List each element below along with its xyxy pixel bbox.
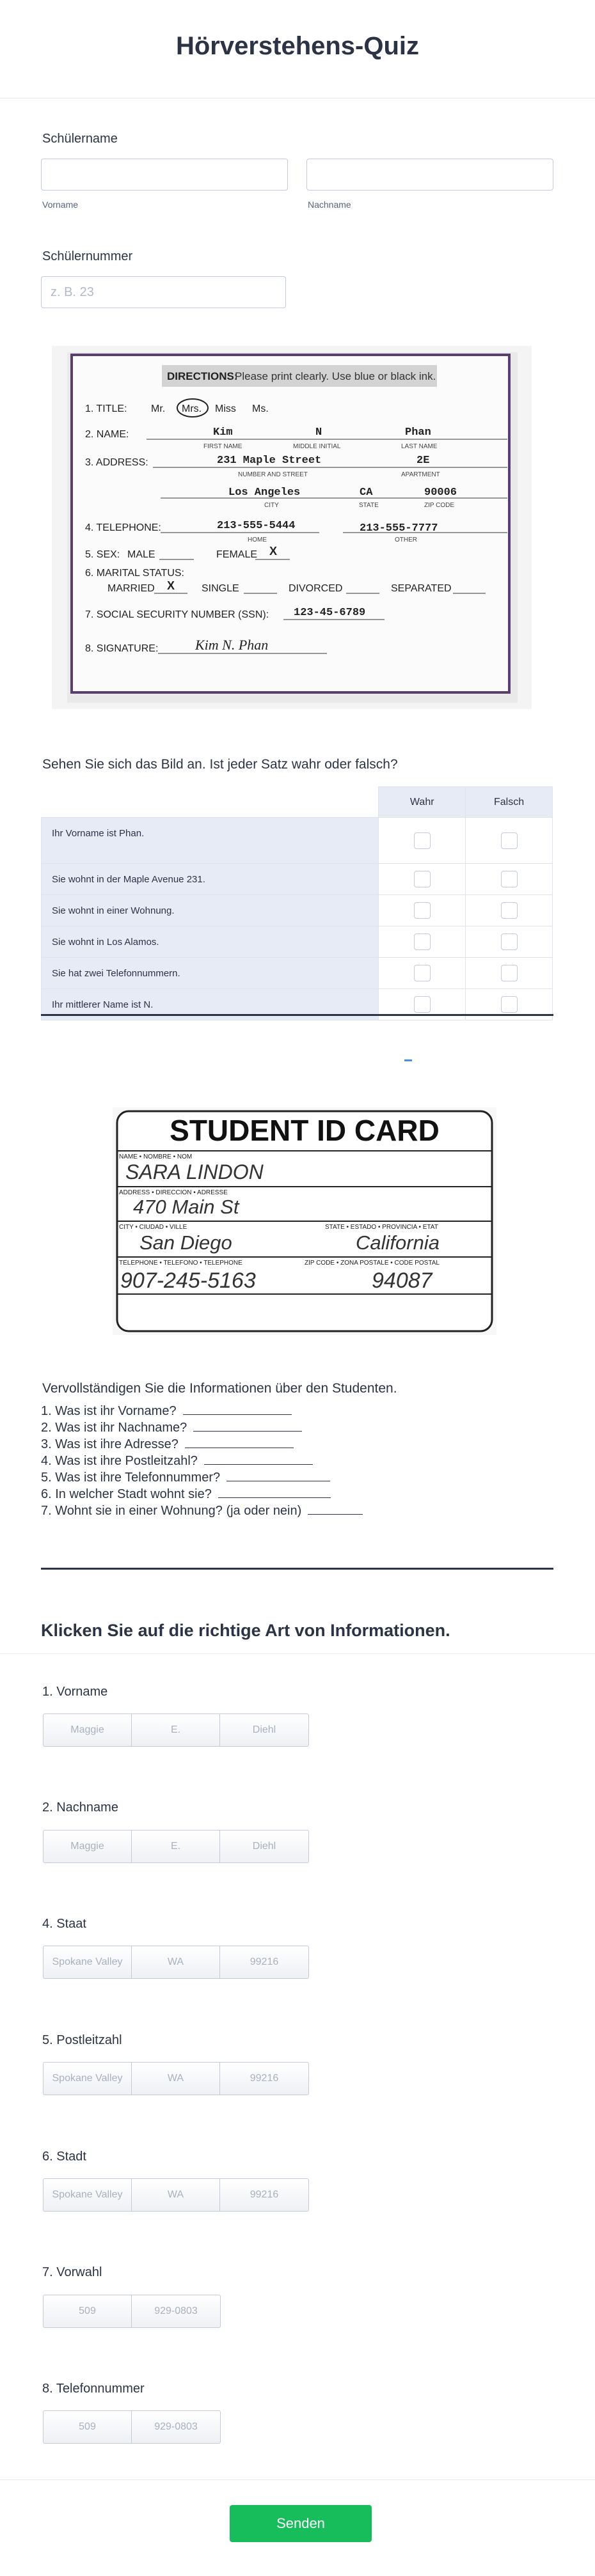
svg-text:213-555-7777: 213-555-7777	[360, 522, 438, 535]
svg-text:ZIP CODE • ZONA POSTALE • CODE: ZIP CODE • ZONA POSTALE • CODE POSTAL	[305, 1260, 440, 1267]
svg-text:Miss: Miss	[215, 403, 236, 414]
form-title: Hörverstehens-Quiz	[175, 32, 420, 60]
question-label: 5. Postleitzahl	[42, 2033, 122, 2047]
svg-text:FEMALE: FEMALE	[216, 549, 258, 560]
svg-text:MARRIED: MARRIED	[107, 583, 155, 594]
option-button[interactable]: Diehl	[252, 1841, 276, 1852]
svg-text:8. SIGNATURE:: 8. SIGNATURE:	[85, 643, 159, 654]
svg-text:3. ADDRESS:: 3. ADDRESS:	[85, 457, 148, 468]
svg-text:DIVORCED: DIVORCED	[289, 583, 343, 594]
svg-text:STATE • ESTADO • PROVINCIA • E: STATE • ESTADO • PROVINCIA • ETAT	[325, 1224, 438, 1231]
svg-text:Mrs.: Mrs.	[182, 403, 202, 414]
option-button[interactable]: E.	[132, 1714, 220, 1746]
svg-text:Phan: Phan	[405, 426, 431, 439]
option-group-zip	[43, 2062, 309, 2095]
first-name-sublabel: Vorname	[42, 199, 79, 210]
decorative-mark	[404, 1059, 412, 1061]
row2-false-checkbox[interactable]	[501, 871, 518, 887]
svg-text:OTHER: OTHER	[395, 536, 417, 543]
svg-text:7. SOCIAL SECURITY NUMBER (SS: 7. SOCIAL SECURITY NUMBER (SSN):	[85, 609, 269, 620]
option-button[interactable]: WA	[132, 2179, 220, 2211]
option-button[interactable]: 99216	[250, 2073, 279, 2084]
section-divider-light	[0, 1653, 595, 1654]
row1-true-checkbox[interactable]	[414, 832, 431, 849]
section-divider	[41, 1014, 553, 1016]
registration-card-image	[52, 346, 532, 709]
option-button[interactable]: 929-0803	[154, 2306, 198, 2316]
svg-text:Ms.: Ms.	[252, 403, 269, 414]
option-button[interactable]: E.	[132, 1831, 220, 1862]
option-button[interactable]: 509	[44, 2295, 132, 2327]
option-button[interactable]: WA	[132, 1946, 220, 1978]
list-item: 5. Was ist ihre Telefonnummer?	[41, 1469, 363, 1486]
svg-text:470 Main St: 470 Main St	[133, 1196, 239, 1218]
option-button[interactable]: Maggie	[44, 1714, 132, 1746]
svg-text:Los Angeles: Los Angeles	[228, 487, 301, 499]
svg-text:LAST NAME: LAST NAME	[401, 443, 438, 450]
completion-intro: Vervollständigen Sie die Informationen über den Studenten.	[42, 1381, 397, 1396]
svg-text:California: California	[356, 1231, 440, 1254]
row3-false-checkbox[interactable]	[501, 902, 518, 919]
option-group-first-name	[43, 1713, 309, 1747]
svg-text:N: N	[315, 426, 322, 439]
matrix-row-label: Ihr mittlerer Name ist N.	[42, 989, 379, 1020]
svg-text:STATE: STATE	[359, 502, 379, 509]
matrix-row-label: Sie wohnt in Los Alamos.	[42, 926, 379, 958]
question-label: 7. Vorwahl	[42, 2265, 102, 2279]
row1-false-checkbox[interactable]	[501, 832, 518, 849]
option-button[interactable]: 929-0803	[154, 2421, 198, 2432]
matrix-row	[42, 958, 553, 989]
svg-text:TELEPHONE • TELEFONO • TELEPHO: TELEPHONE • TELEFONO • TELEPHONE	[119, 1260, 242, 1267]
student-name-label: Schülername	[42, 132, 118, 146]
svg-text:231 Maple Street: 231 Maple Street	[217, 455, 322, 467]
matrix-row	[42, 895, 553, 926]
row5-true-checkbox[interactable]	[414, 965, 431, 981]
id-card-header: STUDENT ID CARD	[170, 1114, 440, 1147]
column-header-false: Falsch	[466, 787, 553, 818]
svg-text:APARTMENT: APARTMENT	[401, 471, 440, 478]
matrix-row-label: Sie wohnt in einer Wohnung.	[42, 895, 379, 926]
option-group-city	[43, 2178, 309, 2212]
svg-text:San Diego: San Diego	[139, 1231, 232, 1254]
svg-text:2E: 2E	[416, 455, 430, 467]
row3-true-checkbox[interactable]	[414, 902, 431, 919]
svg-text:SARA LINDON: SARA LINDON	[125, 1160, 264, 1183]
option-button[interactable]: Maggie	[44, 1831, 132, 1862]
svg-text:ADDRESS • DIRECCION • ADRESSE: ADDRESS • DIRECCION • ADRESSE	[119, 1189, 228, 1196]
question-label: 1. Vorname	[42, 1685, 108, 1699]
matrix-row	[42, 864, 553, 895]
option-button[interactable]: WA	[132, 2063, 220, 2095]
row4-true-checkbox[interactable]	[414, 933, 431, 950]
question-label: 2. Nachname	[42, 1800, 118, 1815]
svg-text:94087: 94087	[372, 1268, 432, 1293]
list-item: 7. Wohnt sie in einer Wohnung? (ja oder nein)	[41, 1503, 363, 1519]
option-button[interactable]: Spokane Valley	[44, 2179, 132, 2211]
student-id-card-image	[113, 1107, 496, 1335]
svg-text:Kim N. Phan: Kim N. Phan	[195, 637, 269, 653]
option-group-last-name	[43, 1830, 309, 1863]
card-directions-bold: DIRECTIONS:	[167, 370, 238, 382]
first-name-input[interactable]	[41, 159, 288, 191]
true-false-matrix	[41, 786, 553, 1020]
svg-text:NUMBER AND STREET: NUMBER AND STREET	[238, 471, 308, 478]
svg-text:Kim: Kim	[213, 426, 233, 439]
option-button[interactable]: 99216	[250, 1956, 279, 1967]
list-item: 3. Was ist ihre Adresse?	[41, 1436, 363, 1453]
option-group-area-code	[43, 2295, 221, 2328]
svg-text:90006: 90006	[424, 487, 457, 499]
svg-text:MALE: MALE	[127, 549, 155, 560]
svg-text:SEPARATED: SEPARATED	[391, 583, 452, 594]
card-directions: Please print clearly. Use blue or black ink.	[235, 370, 436, 382]
svg-text:SINGLE: SINGLE	[202, 583, 239, 594]
svg-text:CA: CA	[360, 487, 373, 499]
row6-true-checkbox[interactable]	[414, 996, 431, 1013]
last-name-sublabel: Nachname	[308, 199, 351, 210]
matrix-row	[42, 818, 553, 864]
svg-text:FIRST NAME: FIRST NAME	[203, 443, 242, 450]
completion-list	[41, 1403, 363, 1519]
svg-text:NAME • NOMBRE • NOM: NAME • NOMBRE • NOM	[119, 1153, 193, 1160]
matrix-row-label: Sie wohnt in der Maple Avenue 231.	[42, 864, 379, 895]
matrix-question: Sehen Sie sich das Bild an. Ist jeder Satz wahr oder falsch?	[42, 757, 398, 772]
list-item: 6. In welcher Stadt wohnt sie?	[41, 1486, 363, 1503]
card-title-label: 1. TITLE:	[85, 403, 127, 414]
question-label: 4. Staat	[42, 1917, 86, 1931]
option-button[interactable]: 99216	[250, 2189, 279, 2200]
svg-text:4. TELEPHONE:: 4. TELEPHONE:	[85, 522, 161, 533]
section-divider	[41, 1568, 553, 1570]
list-item: 4. Was ist ihre Postleitzahl?	[41, 1453, 363, 1469]
matrix-row	[42, 926, 553, 958]
svg-text:CITY • CIUDAD • VILLE: CITY • CIUDAD • VILLE	[119, 1224, 187, 1231]
svg-text:213-555-5444: 213-555-5444	[217, 520, 296, 532]
list-item: 2. Was ist ihr Nachname?	[41, 1419, 363, 1436]
click-section-title: Klicken Sie auf die richtige Art von Informationen.	[41, 1621, 450, 1640]
option-group-state	[43, 1946, 309, 1979]
column-header-true: Wahr	[379, 787, 466, 818]
matrix-row-label: Sie hat zwei Telefonnummern.	[42, 958, 379, 989]
option-button[interactable]: Spokane Valley	[44, 1946, 132, 1978]
question-label: 8. Telefonnummer	[42, 2382, 145, 2396]
option-button[interactable]: Diehl	[252, 1724, 276, 1735]
svg-text:123-45-6789: 123-45-6789	[294, 607, 366, 619]
svg-text:X: X	[269, 545, 278, 558]
option-button[interactable]: 509	[44, 2411, 132, 2443]
svg-text:X: X	[167, 579, 175, 592]
svg-text:6. MARITAL STATUS:: 6. MARITAL STATUS:	[85, 568, 184, 579]
row2-true-checkbox[interactable]	[414, 871, 431, 887]
svg-text:MIDDLE INITIAL: MIDDLE INITIAL	[293, 443, 341, 450]
svg-text:Mr.: Mr.	[151, 403, 166, 414]
student-number-input[interactable]	[41, 276, 286, 308]
footer-divider	[0, 2479, 595, 2480]
matrix-row-label: Ihr Vorname ist Phan.	[42, 818, 379, 864]
student-number-label: Schülernummer	[42, 249, 133, 263]
last-name-input[interactable]	[306, 159, 553, 191]
row6-false-checkbox[interactable]	[501, 996, 518, 1013]
svg-text:CITY: CITY	[264, 502, 279, 509]
svg-text:907-245-5163: 907-245-5163	[120, 1268, 256, 1293]
option-group-phone	[43, 2410, 221, 2444]
svg-text:HOME: HOME	[248, 536, 267, 543]
svg-text:2. NAME:: 2. NAME:	[85, 429, 129, 440]
option-button[interactable]: Spokane Valley	[44, 2063, 132, 2095]
row4-false-checkbox[interactable]	[501, 933, 518, 950]
submit-button[interactable]: Senden	[230, 2505, 372, 2542]
svg-text:ZIP CODE: ZIP CODE	[424, 502, 455, 509]
question-label: 6. Stadt	[42, 2150, 86, 2164]
svg-text:5. SEX:: 5. SEX:	[85, 549, 120, 560]
list-item: 1. Was ist ihr Vorname?	[41, 1403, 363, 1419]
row5-false-checkbox[interactable]	[501, 965, 518, 981]
